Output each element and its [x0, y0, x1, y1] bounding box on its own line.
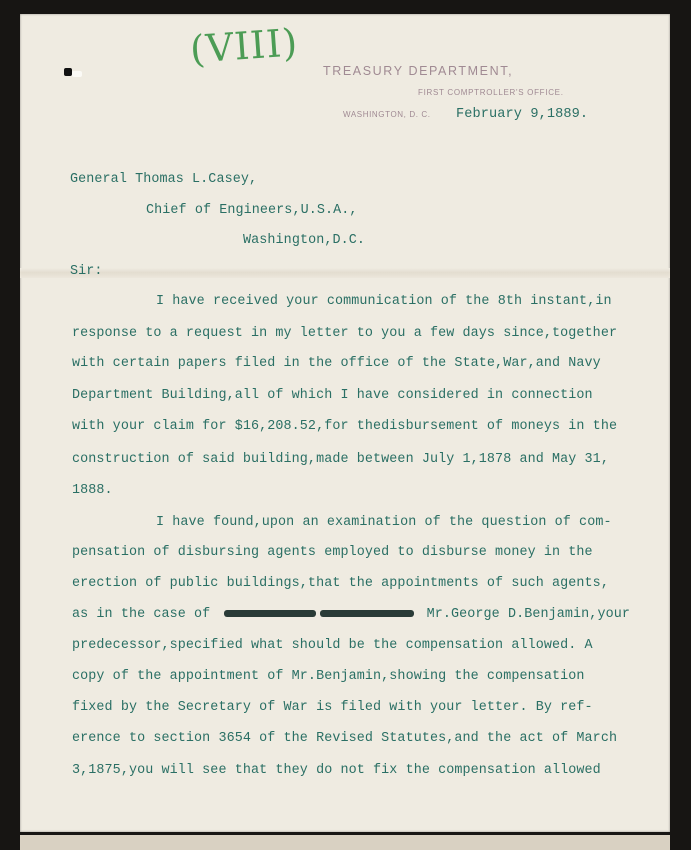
body-line-10: erection of public buildings,that the appointments of such agents, — [72, 576, 609, 591]
body-line-3: with certain papers filed in the office of the State,War,and Navy — [72, 356, 601, 371]
address-line-1: General Thomas L.Casey, — [70, 172, 258, 187]
body-line-11-end: Mr.George D.Benjamin,your — [426, 607, 630, 622]
body-line-2: response to a request in my letter to you a few days since,together — [72, 326, 618, 341]
body-line-8: I have found,upon an examination of the question of com- — [156, 515, 612, 530]
letterhead-department: TREASURY DEPARTMENT, — [323, 64, 514, 78]
address-line-2: Chief of Engineers,U.S.A., — [146, 203, 358, 218]
body-line-4: Department Building,all of which I have considered in connection — [72, 388, 593, 403]
struck-out-name-2 — [320, 610, 414, 617]
letter-date: February 9,1889. — [456, 107, 589, 122]
paper-edge — [20, 835, 670, 850]
body-line-7: 1888. — [72, 483, 113, 498]
body-line-5: with your claim for $16,208.52,for thedisbursement of moneys in the — [72, 419, 618, 434]
body-line-12: predecessor,specified what should be the compensation allowed. A — [72, 638, 593, 653]
paper-fold — [20, 268, 670, 278]
body-line-13: copy of the appointment of Mr.Benjamin,showing the compensation — [72, 669, 585, 684]
body-line-14: fixed by the Secretary of War is filed with your letter. By ref- — [72, 700, 593, 715]
roman-numeral-stamp: (VIII) — [188, 20, 300, 72]
body-line-16: 3,1875,you will see that they do not fix the compensation allowed — [72, 763, 601, 778]
body-line-11-start: as in the case of — [72, 607, 211, 622]
body-line-6: construction of said building,made between July 1,1878 and May 31, — [72, 452, 609, 467]
salutation: Sir: — [70, 264, 103, 279]
body-line-15: erence to section 3654 of the Revised Statutes,and the act of March — [72, 731, 618, 746]
punch-hole — [58, 66, 82, 80]
body-line-9: pensation of disbursing agents employed to disburse money in the — [72, 545, 593, 560]
struck-out-name-1 — [224, 610, 316, 617]
address-line-3: Washington,D.C. — [243, 233, 366, 248]
body-line-1: I have received your communication of the 8th instant,in — [156, 294, 612, 309]
body-line-11 — [72, 607, 630, 622]
letterhead-place: WASHINGTON, D. C. — [343, 110, 431, 119]
letterhead-office: FIRST COMPTROLLER'S OFFICE. — [418, 88, 564, 97]
